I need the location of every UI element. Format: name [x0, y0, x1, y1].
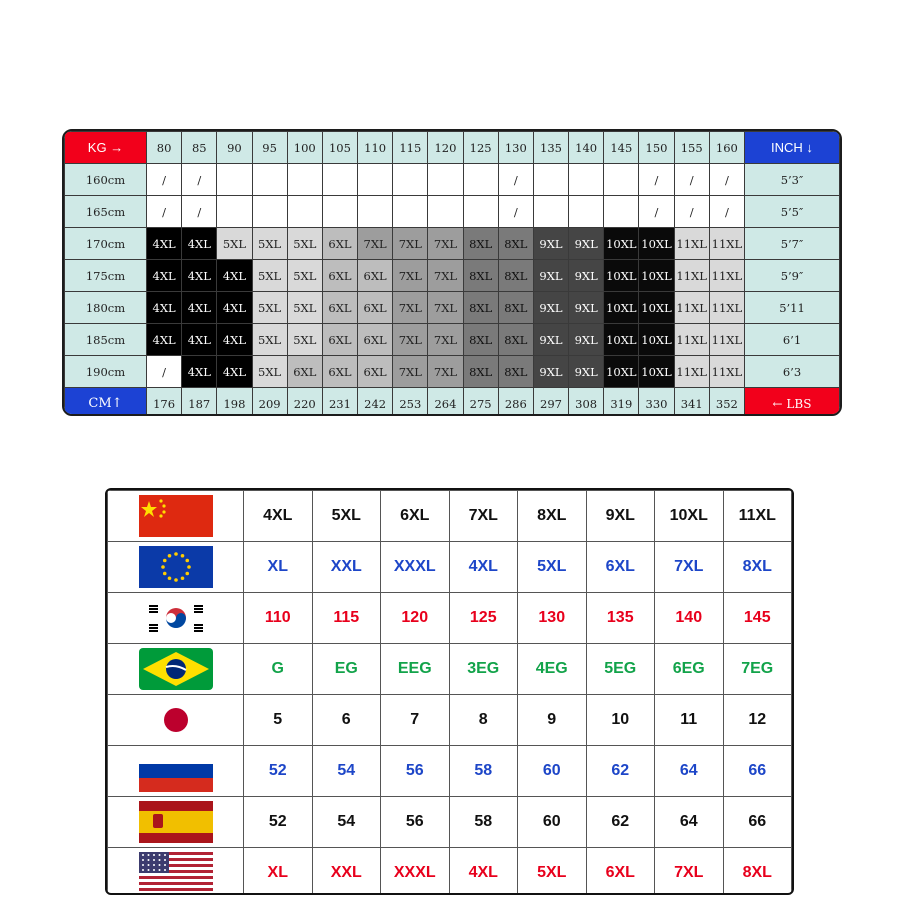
size-cell: 4XL [147, 228, 182, 260]
size-value: 7XL [449, 491, 518, 542]
size-cell: / [182, 164, 217, 196]
table-row [108, 593, 792, 644]
size-value: 12 [723, 695, 792, 746]
size-cell: 6XL [322, 228, 357, 260]
size-cell: / [498, 164, 533, 196]
size-value: 5XL [518, 848, 587, 896]
size-cell: 9XL [533, 292, 568, 324]
size-cell [569, 196, 604, 228]
lbs-value: 341 [674, 388, 709, 417]
table-row [108, 848, 792, 896]
size-cell: 5XL [287, 324, 322, 356]
size-value: 9XL [586, 491, 655, 542]
size-value: XXXL [381, 848, 450, 896]
size-cell: 6XL [358, 292, 393, 324]
size-cell: 4XL [182, 260, 217, 292]
lbs-value: 352 [709, 388, 744, 417]
size-cell: 6XL [358, 324, 393, 356]
table-row [108, 797, 792, 848]
size-cell: 11XL [709, 292, 744, 324]
china-flag [108, 491, 244, 542]
size-value: 6 [312, 695, 381, 746]
size-value: 130 [518, 593, 587, 644]
size-cell: / [709, 164, 744, 196]
size-value: 8XL [723, 542, 792, 593]
size-value: 120 [381, 593, 450, 644]
size-value: 110 [244, 593, 313, 644]
size-cell: 5XL [252, 356, 287, 388]
size-value: 8XL [723, 848, 792, 896]
size-value: 5 [244, 695, 313, 746]
height-cm-label: 190cm [65, 356, 147, 388]
size-cell [217, 164, 252, 196]
height-inch-label: 6’1 [745, 324, 840, 356]
size-value: 62 [586, 797, 655, 848]
size-cell: 7XL [428, 228, 463, 260]
size-value: 135 [586, 593, 655, 644]
size-cell: 9XL [533, 356, 568, 388]
kg-value: 80 [147, 132, 182, 164]
size-value: 11 [655, 695, 724, 746]
usa-flag-icon [139, 852, 213, 894]
size-cell: 9XL [533, 324, 568, 356]
table-row [108, 644, 792, 695]
kg-value: 160 [709, 132, 744, 164]
size-cell: 4XL [182, 292, 217, 324]
size-value: XXL [312, 542, 381, 593]
size-value: 8 [449, 695, 518, 746]
table-row [108, 746, 792, 797]
size-cell: 11XL [709, 228, 744, 260]
size-cell: 4XL [182, 228, 217, 260]
size-value: 4XL [449, 848, 518, 896]
size-cell: 7XL [393, 260, 428, 292]
size-cell: 5XL [252, 228, 287, 260]
size-cell: 7XL [393, 228, 428, 260]
size-cell: 9XL [569, 292, 604, 324]
size-cell: 7XL [428, 260, 463, 292]
size-cell: 9XL [533, 228, 568, 260]
size-value: 5XL [518, 542, 587, 593]
usa-flag [108, 848, 244, 896]
size-cell: 8XL [498, 228, 533, 260]
size-cell: 11XL [674, 356, 709, 388]
size-cell: 10XL [604, 292, 639, 324]
size-value: 58 [449, 797, 518, 848]
size-cell: 7XL [428, 324, 463, 356]
size-value: XL [244, 542, 313, 593]
size-cell: 8XL [498, 324, 533, 356]
size-cell: 11XL [709, 356, 744, 388]
size-cell: 6XL [322, 356, 357, 388]
size-cell [533, 164, 568, 196]
russia-flag-icon [139, 750, 213, 792]
size-cell: 7XL [428, 356, 463, 388]
size-cell: 8XL [498, 356, 533, 388]
size-value: 66 [723, 797, 792, 848]
country-conversion-table [107, 490, 792, 895]
brazil-flag [108, 644, 244, 695]
size-value: 62 [586, 746, 655, 797]
size-cell: 11XL [674, 324, 709, 356]
kg-value: 140 [569, 132, 604, 164]
size-value: 125 [449, 593, 518, 644]
size-value: 3EG [449, 644, 518, 695]
size-cell: 10XL [604, 356, 639, 388]
lbs-axis-label: ← LBS [745, 388, 840, 417]
size-cell: 5XL [287, 228, 322, 260]
size-cell: / [674, 164, 709, 196]
table-row [108, 542, 792, 593]
size-value: 6EG [655, 644, 724, 695]
size-cell: 4XL [147, 260, 182, 292]
lbs-value: 319 [604, 388, 639, 417]
kg-value: 110 [358, 132, 393, 164]
size-value: 145 [723, 593, 792, 644]
size-value: 4EG [518, 644, 587, 695]
size-value: 54 [312, 746, 381, 797]
lbs-value: 209 [252, 388, 287, 417]
size-cell: 11XL [674, 228, 709, 260]
size-value: 56 [381, 797, 450, 848]
size-cell: 9XL [569, 260, 604, 292]
table-row [65, 196, 840, 228]
height-cm-label: 170cm [65, 228, 147, 260]
size-cell: 6XL [358, 356, 393, 388]
kg-value: 100 [287, 132, 322, 164]
size-cell: 9XL [569, 356, 604, 388]
kg-value: 115 [393, 132, 428, 164]
size-cell: 10XL [639, 228, 674, 260]
size-cell: 9XL [569, 228, 604, 260]
size-cell: 6XL [287, 356, 322, 388]
size-cell: 8XL [463, 228, 498, 260]
size-cell: 8XL [498, 292, 533, 324]
size-cell [287, 196, 322, 228]
size-value: 11XL [723, 491, 792, 542]
size-cell: 8XL [498, 260, 533, 292]
size-cell: 11XL [674, 260, 709, 292]
size-cell: 5XL [217, 228, 252, 260]
korea-flag-icon [139, 597, 213, 639]
size-value: 66 [723, 746, 792, 797]
size-cell [604, 196, 639, 228]
size-value: 7 [381, 695, 450, 746]
spain-flag-icon [139, 801, 213, 843]
table-row [65, 228, 840, 260]
russia-flag [108, 746, 244, 797]
height-inch-label: 6’3 [745, 356, 840, 388]
lbs-value: 308 [569, 388, 604, 417]
size-cell [287, 164, 322, 196]
size-cell: / [674, 196, 709, 228]
kg-value: 145 [604, 132, 639, 164]
lbs-value: 176 [147, 388, 182, 417]
size-value: 8XL [518, 491, 587, 542]
size-cell: 10XL [604, 324, 639, 356]
lbs-footer-row [65, 388, 840, 417]
height-inch-label: 5’9″ [745, 260, 840, 292]
size-value: 6XL [586, 542, 655, 593]
height-cm-label: 165cm [65, 196, 147, 228]
size-cell [569, 164, 604, 196]
kg-value: 90 [217, 132, 252, 164]
size-cell: 7XL [393, 356, 428, 388]
size-cell: 7XL [358, 228, 393, 260]
size-cell: / [498, 196, 533, 228]
size-value: XXXL [381, 542, 450, 593]
size-value: 4XL [244, 491, 313, 542]
size-cell: 6XL [322, 292, 357, 324]
lbs-value: 286 [498, 388, 533, 417]
eu-flag [108, 542, 244, 593]
size-cell: 8XL [463, 324, 498, 356]
size-cell: 7XL [393, 292, 428, 324]
size-value: 7XL [655, 848, 724, 896]
size-cell [358, 196, 393, 228]
kg-axis-label: KG → [65, 132, 147, 164]
size-cell [217, 196, 252, 228]
size-cell: 6XL [358, 260, 393, 292]
kg-value: 85 [182, 132, 217, 164]
spain-flag [108, 797, 244, 848]
size-cell [358, 164, 393, 196]
size-cell [463, 164, 498, 196]
height-inch-label: 5’7″ [745, 228, 840, 260]
lbs-value: 231 [322, 388, 357, 417]
eu-flag-icon [139, 546, 213, 588]
size-cell: / [147, 356, 182, 388]
table-row [65, 324, 840, 356]
lbs-value: 220 [287, 388, 322, 417]
size-cell [393, 196, 428, 228]
size-cell [252, 196, 287, 228]
size-cell: / [182, 196, 217, 228]
kg-value: 150 [639, 132, 674, 164]
height-cm-label: 185cm [65, 324, 147, 356]
size-value: 52 [244, 746, 313, 797]
size-cell: 5XL [252, 292, 287, 324]
size-cell: 6XL [322, 324, 357, 356]
size-cell: 9XL [533, 260, 568, 292]
kg-value: 135 [533, 132, 568, 164]
size-value: 7EG [723, 644, 792, 695]
size-cell: 10XL [604, 228, 639, 260]
country-size-conversion-chart [105, 488, 794, 895]
korea-flag [108, 593, 244, 644]
table-row [65, 260, 840, 292]
size-cell: 4XL [217, 356, 252, 388]
japan-flag-icon [139, 699, 213, 741]
size-cell: 5XL [252, 324, 287, 356]
height-inch-label: 5’3″ [745, 164, 840, 196]
size-cell: / [639, 164, 674, 196]
size-value: EEG [381, 644, 450, 695]
size-cell: 4XL [217, 260, 252, 292]
size-cell: 4XL [217, 292, 252, 324]
size-value: 10XL [655, 491, 724, 542]
lbs-value: 330 [639, 388, 674, 417]
japan-flag [108, 695, 244, 746]
size-cell: 11XL [674, 292, 709, 324]
size-value: 64 [655, 797, 724, 848]
size-cell: 8XL [463, 260, 498, 292]
size-cell [252, 164, 287, 196]
lbs-value: 253 [393, 388, 428, 417]
size-cell: 4XL [182, 324, 217, 356]
size-cell: 4XL [147, 292, 182, 324]
table-row [108, 491, 792, 542]
size-cell: 10XL [639, 292, 674, 324]
size-value: 6XL [586, 848, 655, 896]
height-cm-label: 160cm [65, 164, 147, 196]
size-value: 115 [312, 593, 381, 644]
size-cell: 4XL [182, 356, 217, 388]
size-cell: / [147, 164, 182, 196]
cm-axis-label: CM↑ [65, 388, 147, 417]
lbs-value: 242 [358, 388, 393, 417]
table-row [65, 292, 840, 324]
kg-value: 155 [674, 132, 709, 164]
size-value: XXL [312, 848, 381, 896]
weight-height-size-chart [62, 129, 842, 416]
size-value: 9 [518, 695, 587, 746]
table-row [65, 164, 840, 196]
size-value: XL [244, 848, 313, 896]
size-cell [428, 164, 463, 196]
size-value: EG [312, 644, 381, 695]
size-cell: 11XL [709, 260, 744, 292]
size-value: 4XL [449, 542, 518, 593]
size-value: 140 [655, 593, 724, 644]
size-cell: / [709, 196, 744, 228]
size-value: 5XL [312, 491, 381, 542]
size-cell [322, 196, 357, 228]
table-row [65, 356, 840, 388]
size-cell [533, 196, 568, 228]
size-cell: 5XL [287, 292, 322, 324]
size-cell: 7XL [393, 324, 428, 356]
size-cell [463, 196, 498, 228]
size-cell: 10XL [639, 260, 674, 292]
brazil-flag-icon [139, 648, 213, 690]
size-value: 10 [586, 695, 655, 746]
lbs-value: 187 [182, 388, 217, 417]
china-flag-icon [139, 495, 213, 537]
height-cm-label: 180cm [65, 292, 147, 324]
table-row [108, 695, 792, 746]
size-cell: 4XL [147, 324, 182, 356]
size-cell: 10XL [604, 260, 639, 292]
size-cell: 8XL [463, 292, 498, 324]
lbs-value: 198 [217, 388, 252, 417]
size-cell: 11XL [709, 324, 744, 356]
kg-value: 105 [322, 132, 357, 164]
height-inch-label: 5’5″ [745, 196, 840, 228]
kg-header-row [65, 132, 840, 164]
size-value: 7XL [655, 542, 724, 593]
size-value: 54 [312, 797, 381, 848]
size-chart-table [64, 131, 840, 416]
size-cell: 5XL [287, 260, 322, 292]
height-inch-label: 5’11 [745, 292, 840, 324]
lbs-value: 264 [428, 388, 463, 417]
inch-axis-label: INCH ↓ [745, 132, 840, 164]
kg-value: 130 [498, 132, 533, 164]
size-value: 52 [244, 797, 313, 848]
size-cell [604, 164, 639, 196]
size-cell: 9XL [569, 324, 604, 356]
kg-value: 125 [463, 132, 498, 164]
size-value: 5EG [586, 644, 655, 695]
lbs-value: 275 [463, 388, 498, 417]
size-cell: / [639, 196, 674, 228]
size-cell: 10XL [639, 356, 674, 388]
size-cell [393, 164, 428, 196]
size-value: 58 [449, 746, 518, 797]
size-value: 56 [381, 746, 450, 797]
size-cell [322, 164, 357, 196]
size-value: 60 [518, 746, 587, 797]
height-cm-label: 175cm [65, 260, 147, 292]
kg-value: 95 [252, 132, 287, 164]
size-cell: 10XL [639, 324, 674, 356]
size-value: 6XL [381, 491, 450, 542]
size-cell: 4XL [217, 324, 252, 356]
size-cell [428, 196, 463, 228]
size-cell: 8XL [463, 356, 498, 388]
size-value: 64 [655, 746, 724, 797]
size-cell: 5XL [252, 260, 287, 292]
size-value: G [244, 644, 313, 695]
kg-value: 120 [428, 132, 463, 164]
lbs-value: 297 [533, 388, 568, 417]
size-cell: 7XL [428, 292, 463, 324]
size-value: 60 [518, 797, 587, 848]
size-cell: 6XL [322, 260, 357, 292]
size-cell: / [147, 196, 182, 228]
